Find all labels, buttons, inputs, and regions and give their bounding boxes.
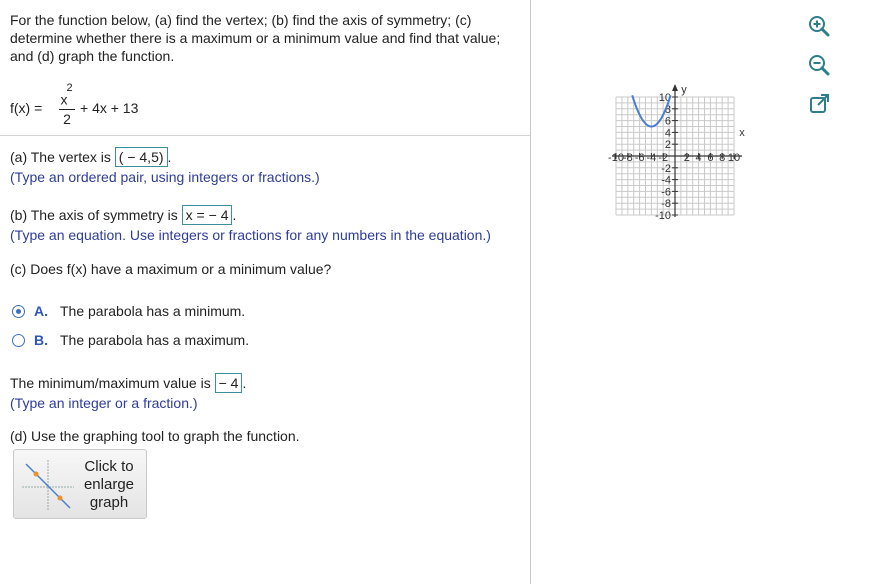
y-tick-label: 6 (664, 115, 671, 128)
value-hint: (Type an integer or a fraction.) (10, 395, 198, 411)
section-divider (0, 135, 530, 136)
option-letter: A. (34, 303, 48, 319)
enlarge-graph-button[interactable] (13, 449, 147, 519)
y-tick-label: -2 (661, 162, 671, 175)
zoom-out-icon[interactable] (806, 52, 832, 78)
x-tick-label: 4 (695, 152, 702, 164)
y-tick-label: 4 (664, 127, 671, 140)
x-tick-label: 6 (707, 152, 714, 164)
function-lhs: f(x) = (10, 100, 43, 116)
y-tick-label: -4 (661, 174, 671, 187)
vertex-answer-box[interactable]: ( − 4,5) (115, 147, 168, 167)
part-b-hint: (Type an equation. Use integers or fractions for any numbers in the equation.) (10, 227, 491, 243)
part-a: (a) The vertex is ( − 4,5) . (10, 149, 172, 165)
radio-button[interactable] (12, 334, 25, 347)
axis-answer-box[interactable]: x = − 4 (182, 205, 233, 225)
radio-button-selected[interactable] (12, 305, 25, 318)
function-expression (10, 80, 210, 128)
tick-labels (608, 84, 745, 222)
open-external-icon[interactable] (806, 91, 832, 117)
x-tick-label: 8 (719, 152, 726, 164)
x-tick-label: -6 (634, 152, 645, 164)
x-axis-label: x (739, 127, 745, 139)
part-b: (b) The axis of symmetry is x = − 4 . (10, 207, 237, 223)
part-a-hint: (Type an ordered pair, using integers or fractions.) (10, 169, 320, 185)
y-tick-label: -6 (661, 186, 671, 199)
question-intro: For the function below, (a) find the vertex; (b) find the axis of symmetry; (c) determine whether there is a maximum or a minimum value and find that value; and (d) graph the function. (10, 12, 501, 64)
value-answer-box[interactable]: − 4 (215, 373, 243, 393)
fraction-numerator: $x^2$ (60, 82, 73, 108)
option-text: The parabola has a minimum. (60, 303, 246, 319)
enlarge-graph-label: Click to enlarge graph (83, 458, 135, 511)
y-tick-label: 8 (664, 103, 671, 116)
x-tick-label: 2 (683, 152, 690, 164)
y-tick-label: -8 (661, 198, 671, 211)
fraction-denominator: 2 (63, 111, 71, 127)
part-d: (d) Use the graphing tool to graph the function. (10, 428, 300, 444)
zoom-in-icon[interactable] (806, 13, 832, 39)
x-tick-label: 10 (727, 152, 741, 164)
fraction-bar (59, 109, 75, 110)
min-max-value: The minimum/maximum value is − 4 . (10, 375, 247, 391)
part-c-question: (c) Does f(x) have a maximum or a minimum value? (10, 261, 332, 277)
option-text: The parabola has a maximum. (60, 332, 250, 348)
y-tick-label: 10 (658, 92, 671, 104)
option-letter: B. (34, 332, 48, 348)
y-axis-label: y (681, 84, 687, 96)
x-tick-label: -8 (622, 152, 633, 164)
y-axis-arrow (672, 84, 678, 91)
exponent: 2 (66, 82, 73, 94)
x-tick-label: -2 (658, 152, 669, 164)
x-tick-label: -4 (646, 152, 657, 164)
graph (550, 10, 800, 260)
panel-divider (530, 0, 531, 584)
y-tick-label: -10 (655, 210, 671, 222)
x-tick-label: -10 (608, 152, 624, 164)
graph-thumbnail-icon (20, 458, 76, 512)
function-rhs: + 4x + 13 (80, 100, 139, 116)
y-tick-label: 2 (664, 139, 671, 152)
